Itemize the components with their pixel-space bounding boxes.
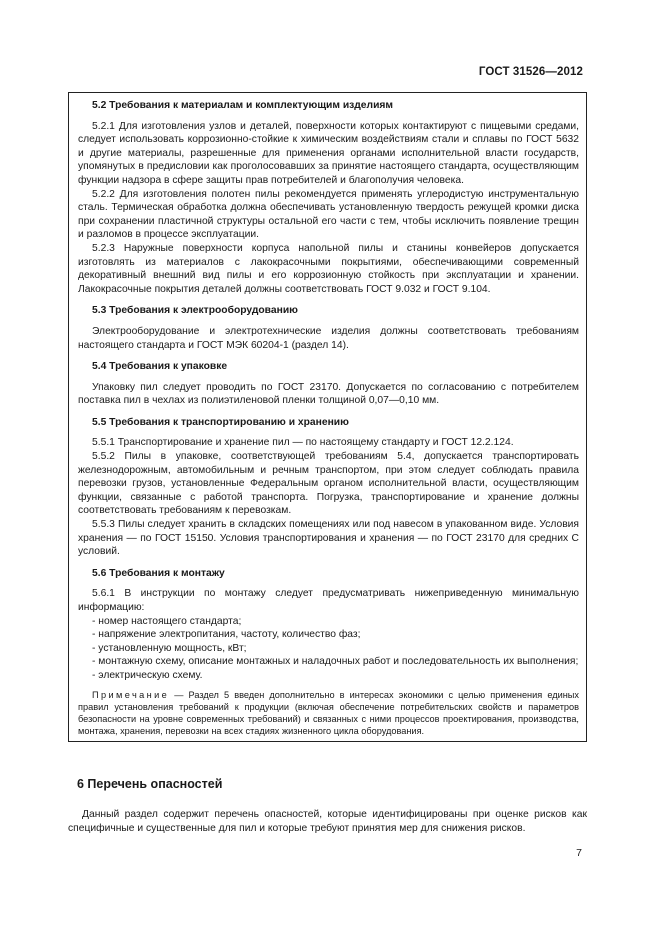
- list-item: - монтажную схему, описание монтажных и наладочных работ и последовательность их выполнения;: [92, 656, 579, 668]
- heading-5-4: 5.4 Требования к упаковке: [92, 361, 228, 373]
- page-number: 7: [576, 847, 582, 859]
- page-header: ГОСТ 31526—2012: [478, 66, 583, 78]
- note-text: — Раздел 5 введен дополнительно в интересах экономики с целью применения единых правил установления требований к продукции (включая обеспечение потребительских свойств и параметров безопасности на уровне современных требований) и связанных с ними процессов проектирования, производства, монтажа, хранения, перевозки на всех стадиях жизненного цикла оборудования.: [78, 689, 579, 737]
- paragraph-5-5-2: 5.5.2 Пилы в упаковке, соответствующей требованиям 5.4, допускается транспортировать железнодорожным, автомобильным и речным транспортом, при этом следует соблюдать правила перевозки грузов, установленные Федеральным органом исполнительной власти, осуществляющим функции, связанные с работой транспорта. Погрузка, транспортирование и хранение должны соответствовать требованиям к перевозкам.: [78, 451, 579, 517]
- paragraph-5-3: Электрооборудование и электротехнические изделия должны соответствовать требованиям настоящего стандарта и ГОСТ МЭК 60204-1 (раздел 14).: [78, 325, 579, 351]
- paragraph-5-5-3: 5.5.3 Пилы следует хранить в складских помещениях или под навесом в упакованном виде. Условия хранения — по ГОСТ 15150. Условия транспортирования и хранения — по ГОСТ 23170 для средних С условий.: [78, 519, 579, 558]
- heading-5-5: 5.5 Требования к транспортированию и хранению: [92, 416, 349, 428]
- list-item: - напряжение электропитания, частоту, количество фаз;: [92, 629, 361, 641]
- note: [78, 689, 579, 738]
- paragraph-5-4: Упаковку пил следует проводить по ГОСТ 23170. Допускается по согласованию с потребителем поставка пил в чехлах из полиэтиленовой пленки толщиной 0,07—0,10 мм.: [78, 381, 579, 407]
- heading-5-3: 5.3 Требования к электрооборудованию: [92, 305, 298, 317]
- section-5-frame: [68, 92, 587, 742]
- paragraph-section-6: Данный раздел содержит перечень опасностей, которые идентифицированы при оценке рисков как специфичные и существенные для пил и которые требуют принятия мер для снижения рисков.: [68, 809, 587, 834]
- paragraph-5-2-1: 5.2.1 Для изготовления узлов и деталей, поверхности которых контактируют с пищевыми средами, следует использовать коррозионно-стойкие к химическим воздействиям стали и сплавы по ГОСТ 5632 и другие материалы, разрешенные для применения органами исполнительной власти государств, упомянутых в предисловии как проголосовавших за принятие настоящего стандарта, осуществляющим функции надзора в сфере защиты прав потребителей и благополучия человека.: [78, 120, 579, 186]
- paragraph-5-5-1: 5.5.1 Транспортирование и хранение пил — по настоящему стандарту и ГОСТ 12.2.124.: [92, 437, 514, 449]
- heading-5-6: 5.6 Требования к монтажу: [92, 567, 225, 579]
- heading-section-6: 6 Перечень опасностей: [77, 777, 223, 791]
- paragraph-5-6-1: 5.6.1 В инструкции по монтажу следует предусматривать нижеприведенную минимальную информацию:: [78, 588, 579, 613]
- note-label: Примечание: [92, 689, 170, 700]
- list-item: - электрическую схему.: [92, 669, 203, 681]
- paragraph-5-2-3: 5.2.3 Наружные поверхности корпуса напольной пилы и станины конвейеров допускается изготовлять из материалов с лакокрасочными покрытиями, обеспечивающими современный декоративный внешний вид пилы и его коррозионную стойкость при эксплуатации и хранении. Лакокрасочные покрытия деталей должны соответствовать ГОСТ 9.032 и ГОСТ 9.104.: [78, 242, 579, 295]
- list-item: - установленную мощность, кВт;: [92, 642, 247, 654]
- heading-5-2: 5.2 Требования к материалам и комплектующим изделиям: [92, 100, 394, 111]
- list-item: - номер настоящего стандарта;: [92, 615, 242, 627]
- paragraph-5-2-2: 5.2.2 Для изготовления полотен пилы рекомендуется применять углеродистую инструментальную сталь. Термическая обработка должна обеспечивать установленную твердость режущей кромки диска при сохранении пластичной структуры остальной его части с тем, чтобы исключить появление трещин и разломов в процессе эксплуатации.: [78, 188, 579, 241]
